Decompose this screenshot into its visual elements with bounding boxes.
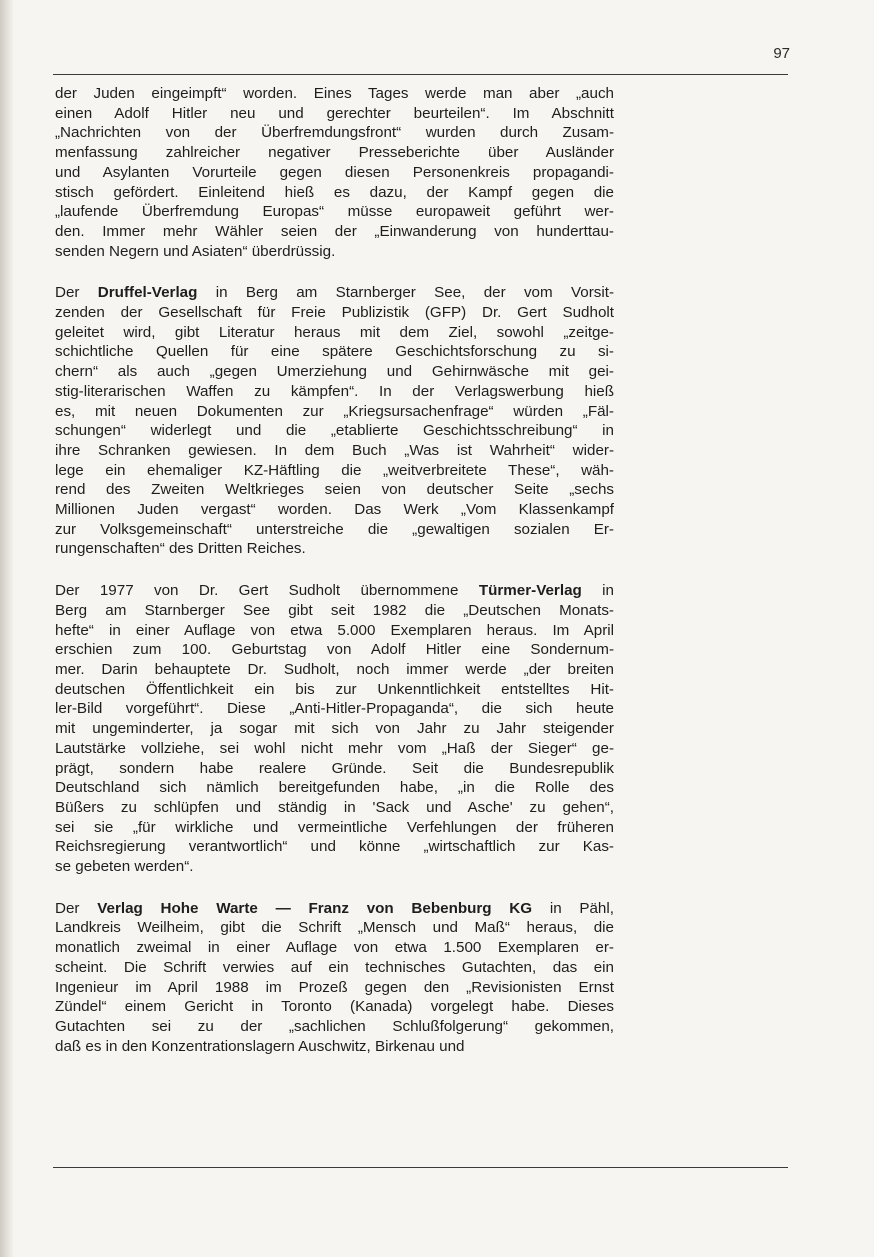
text-line: der Juden eingeimpft“ worden. Eines Tages werde man aber „auch [55,85,614,102]
text-line: monatlich zweimal in einer Auflage von etwa 1.500 Exemplaren er- [55,939,614,957]
text-line: erschien zum 100. Geburtstag von Adolf Hitler eine Sondernum- [55,641,614,659]
text-line: Deutschland sich nämlich bereitgefunden habe, „in die Rolle des [55,779,614,797]
text-line: Der 1977 von Dr. Gert Sudholt übernommene Türmer-Verlag in [55,582,614,600]
text-line: Zündel“ einem Gericht in Toronto (Kanada) vorgelegt habe. Dieses [55,998,614,1016]
text-line: hefte“ in einer Auflage von etwa 5.000 Exemplaren heraus. Im April [55,621,614,639]
text-line: schungen“ widerlegt und die „etablierte Geschichtsschreibung“ in [55,422,614,440]
text-line: Millionen Juden vergast“ worden. Das Werk „Vom Klassenkampf [55,501,614,519]
text-line: Landkreis Weilheim, gibt die Schrift „Mensch und Maß“ heraus, die [55,919,614,937]
text-line: scheint. Die Schrift verwies auf ein technisches Gutachten, das ein [55,958,614,976]
text-line: „laufende Überfremdung Europas“ müsse europaweit geführt wer- [55,203,614,221]
paragraph-4 [55,899,614,1057]
paragraph-1 [55,84,614,261]
text-line: Der Verlag Hohe Warte — Franz von Bebenburg KG in Pähl, [55,899,614,917]
page-number: 97 [773,45,790,62]
text-line: schichtliche Quellen für eine spätere Geschichtsforschung zu si- [55,343,614,361]
text-line: chern“ als auch „gegen Umerziehung und Gehirnwäsche mit gei- [55,363,614,381]
paragraph-3 [55,581,614,877]
text-line: zenden der Gesellschaft für Freie Publizistik (GFP) Dr. Gert Sudholt [55,304,614,322]
text-line: rungenschaften“ des Dritten Reiches. [55,540,306,558]
text-line: Büßers zu schlüpfen und ständig in 'Sack und Asche' zu gehen“, [55,798,614,816]
text-line: rend des Zweiten Weltkrieges seien von deutscher Seite „sechs [55,481,614,499]
publisher-name: Türmer-Verlag [478,582,582,600]
text-line: menfassung zahlreicher negativer Presseberichte über Ausländer [55,144,614,162]
text-line: und Asylanten Vorurteile gegen diesen Personenkreis propagandi- [55,163,614,181]
header-rule [53,74,788,75]
text-line: sei sie „für wirkliche und vermeintliche Verfehlungen der früheren [55,818,614,836]
publisher-name: Verlag Hohe Warte — Franz von Bebenburg KG [97,899,533,917]
paragraph-2 [55,283,614,559]
text-line: Der Druffel-Verlag in Berg am Starnberger See, der vom Vorsit- [55,284,614,302]
publisher-name: Druffel-Verlag [97,284,198,302]
text-line: daß es in den Konzentrationslagern Auschwitz, Birkenau und [55,1037,465,1055]
text-line: Ingenieur im April 1988 im Prozeß gegen den „Revisionisten Ernst [55,978,614,996]
text-line: prägt, sondern habe realere Gründe. Seit die Bundesrepublik [55,759,614,777]
footer-rule [53,1167,788,1168]
text-line: se gebeten werden“. [55,858,194,876]
text-line: den. Immer mehr Wähler seien der „Einwanderung von hunderttau- [55,222,614,240]
text-line: Reichsregierung verantwortlich“ und könne „wirtschaftlich zur Kas- [55,838,614,856]
body-text [55,84,614,1078]
text-line: geleitet wird, gibt Literatur heraus mit dem Ziel, sowohl „zeitge- [55,323,614,341]
text-line: mer. Darin behauptete Dr. Sudholt, noch immer werde „der breiten [55,660,614,678]
text-line: ler-Bild vorgeführt“. Diese „Anti-Hitler-Propaganda“, die sich heute [55,700,614,718]
text-line: einen Adolf Hitler neu und gerechter beurteilen“. Im Abschnitt [55,104,614,122]
text-line: stisch gefördert. Einleitend hieß es dazu, der Kampf gegen die [55,183,614,201]
text-line: Gutachten sei zu der „sachlichen Schlußfolgerung“ gekommen, [55,1017,614,1035]
text-line: es, mit neuen Dokumenten zur „Kriegsursachenfrage“ würden „Fäl- [55,402,614,420]
text-line: mit ungeminderter, ja sogar mit sich von Jahr zu Jahr steigender [55,720,614,738]
text-line: Lautstärke vollziehe, sei wohl nicht mehr vom „Haß der Sieger“ ge- [55,739,614,757]
text-line: stig-literarischen Waffen zu kämpfen“. In der Verlagswerbung hieß [55,382,614,400]
text-line: „Nachrichten von der Überfremdungsfront“ wurden durch Zusam- [55,124,614,142]
text-line: senden Negern und Asiaten“ überdrüssig. [55,242,336,260]
text-line: zur Volksgemeinschaft“ unterstreiche die „gewaltigen sozialen Er- [55,520,614,538]
text-line: lege ein ehemaliger KZ-Häftling die „weitverbreitete These“, wäh- [55,461,614,479]
text-line: deutschen Öffentlichkeit ein bis zur Unkenntlichkeit entstelltes Hit- [55,680,614,698]
page-edge-shadow [0,0,14,1257]
text-line: ihre Schranken gewiesen. In dem Buch „Was ist Wahrheit“ wider- [55,441,614,459]
text-line: Berg am Starnberger See gibt seit 1982 die „Deutschen Monats- [55,601,614,619]
